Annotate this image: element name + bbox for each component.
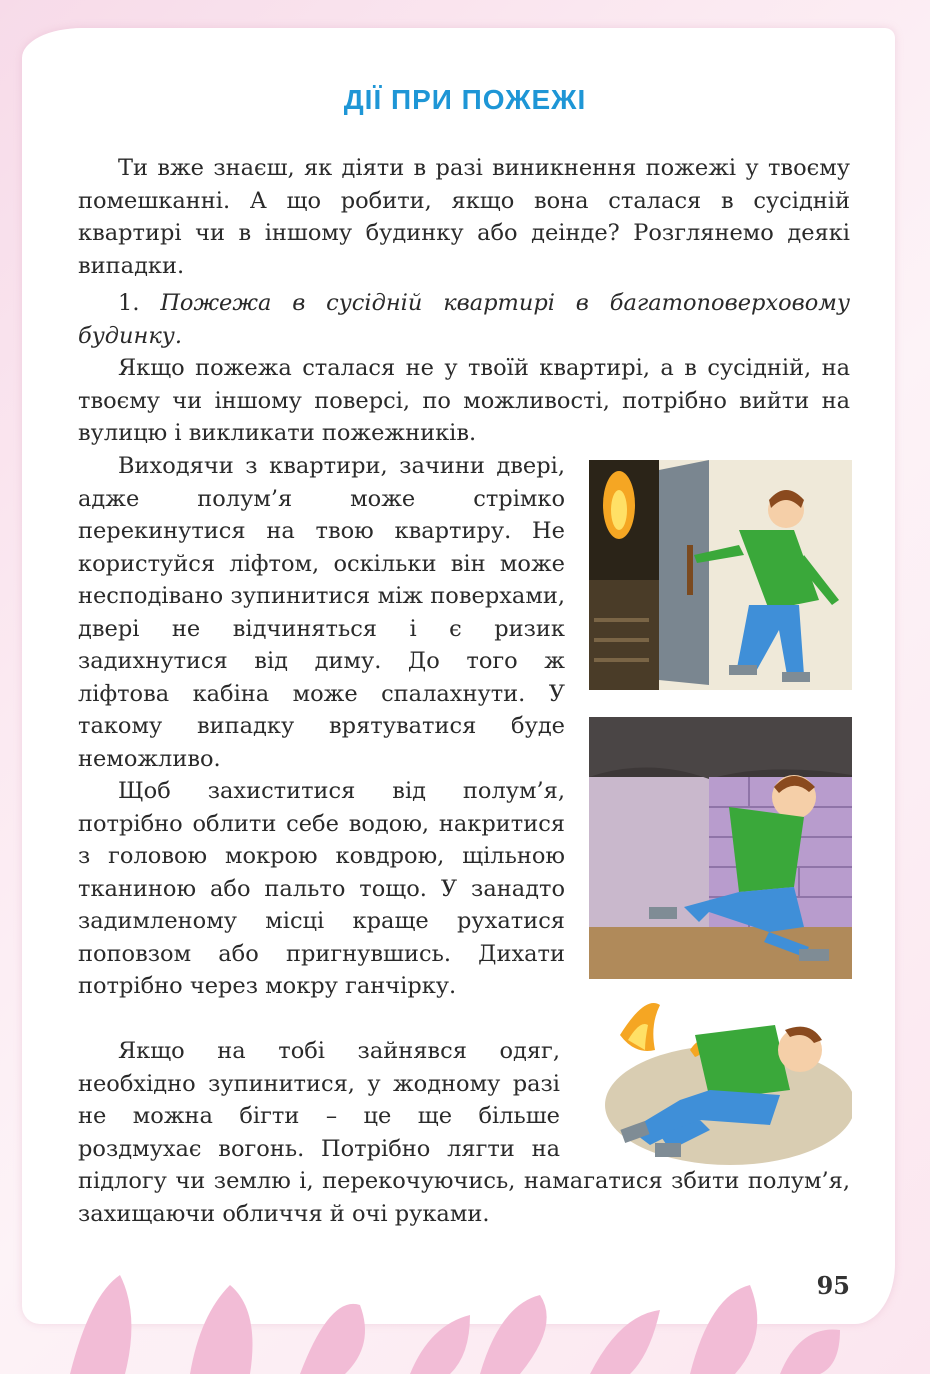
case-number: 1.	[118, 290, 140, 316]
paragraph-5: Якщо на тобі зайнявся одяг, необхідно зупинитися, у жодному разі не можна бігти – це ще більше роздмухає вогонь. Потрібно лягти на підлогу чи землю і, перекочуючись, намагатися збити полум’я, захищаючи обличчя й очі руками.	[78, 1038, 850, 1227]
leaf-decoration	[0, 1255, 930, 1374]
boy-in-smoke-illustration	[589, 717, 852, 979]
case-title: Пожежа в сусідній квартирі в багатоповерховому будинку.	[78, 290, 850, 349]
intro-paragraph: Ти вже знаєш, як діяти в разі виникнення пожежі у твоєму помешканні. А що робити, якщо вона сталася в сусідній квартирі чи в іншому будинку або деінде? Розглянемо деякі випадки.	[78, 155, 850, 279]
page-title: ДІЇ ПРИ ПОЖЕЖІ	[343, 84, 587, 115]
case-heading	[78, 287, 850, 352]
boy-rolling-illustration	[600, 995, 852, 1170]
boy-closing-door-illustration	[589, 460, 852, 690]
paragraph-2: Якщо пожежа сталася не у твоїй квартирі, а в сусідній, на твоєму чи іншому поверсі, по можливості, потрібно вийти на вулицю і викликати пожежників.	[78, 355, 850, 446]
page-number: 95	[816, 1271, 850, 1300]
paragraph-4: Щоб захиститися від полум’я, потрібно облити себе водою, накритися з головою мокрою ковдрою, щільною тканиною або пальто тощо. У занадто задимленому місці краще рухатися поповзом або пригнувшись. Дихати потрібно через мокру ганчірку.	[78, 778, 565, 999]
paragraph-3: Виходячи з квартири, зачини двері, адже полум’я може стрімко перекинутися на твою квартиру. Не користуйся ліфтом, оскільки він може несподівано зупинитися між поверхами, двері не відчиняться і є ризик задихнутися від диму. До того ж ліфтова кабіна може спалахнути. У такому випадку врятуватися буде неможливо.	[78, 453, 565, 772]
